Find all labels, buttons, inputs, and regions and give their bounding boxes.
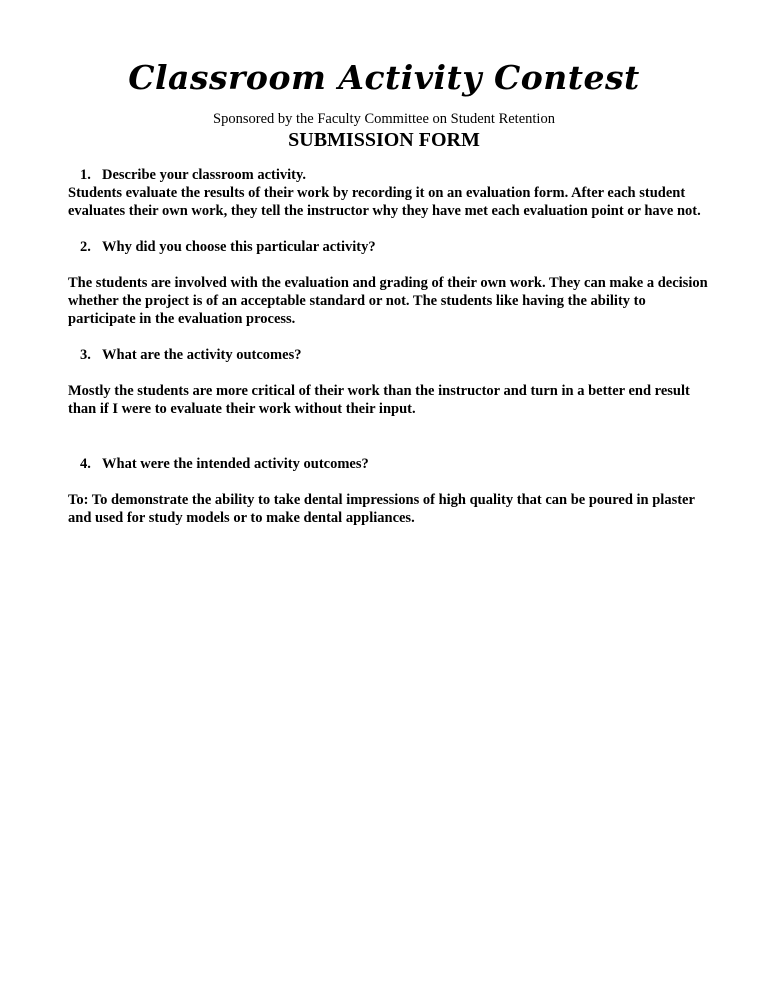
question-3 (80, 346, 708, 364)
answer-3: Mostly the students are more critical of their work than the instructor and turn in a better end result than if I were to evaluate their work without their input. (68, 383, 690, 417)
question-1 (80, 166, 708, 184)
question-text: What are the activity outcomes? (102, 347, 302, 363)
question-4 (80, 455, 708, 473)
answer-1: Students evaluate the results of their work by recording it on an evaluation form. After each student evaluates their own work, they tell the instructor why they have met each evaluation point or have not. (68, 185, 701, 219)
question-number: 3. (80, 347, 91, 363)
question-text: Why did you choose this particular activity? (102, 239, 376, 255)
form-content (68, 166, 708, 527)
document-title: Classroom Activity Contest (128, 58, 640, 97)
form-heading: SUBMISSION FORM (288, 129, 480, 151)
sponsor-line: Sponsored by the Faculty Committee on Student Retention (213, 111, 555, 127)
question-text: What were the intended activity outcomes? (102, 456, 369, 472)
question-number: 1. (80, 167, 91, 183)
answer-4: To: To demonstrate the ability to take dental impressions of high quality that can be poured in plaster and used for study models or to make dental appliances. (68, 492, 695, 526)
question-number: 4. (80, 456, 91, 472)
question-2 (80, 238, 708, 256)
question-text: Describe your classroom activity. (102, 167, 307, 183)
answer-2: The students are involved with the evaluation and grading of their own work. They can make a decision whether the project is of an acceptable standard or not. The students like having the ability to participate in the evaluation process. (68, 275, 708, 327)
question-number: 2. (80, 239, 91, 255)
